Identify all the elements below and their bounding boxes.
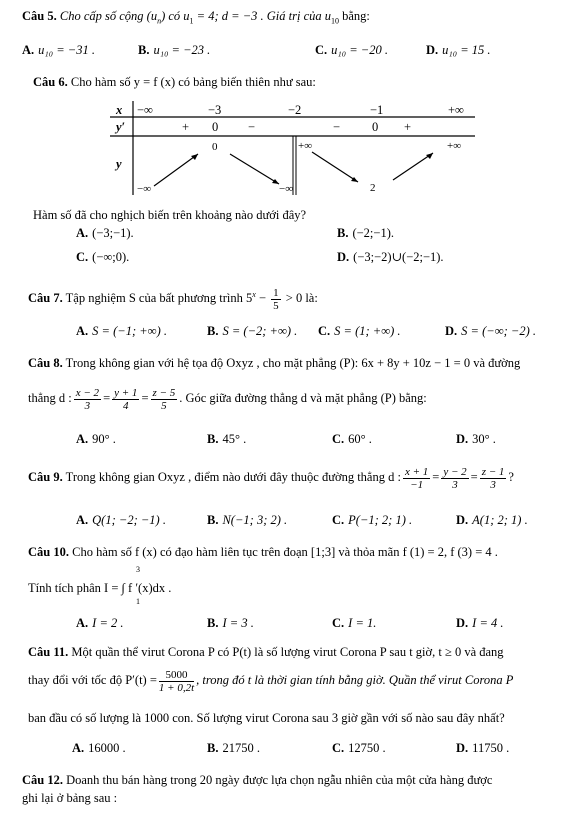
table-x-value: −1 xyxy=(370,103,384,117)
q8-stem-line1: Câu 8. Trong không gian với hệ tọa độ Oxyz , cho mặt phẳng (P): 6x + 8y + 10z − 1 = 0 và đường xyxy=(28,356,521,370)
q8-option-d[interactable]: D. 30° . xyxy=(456,432,496,446)
q6-option-c[interactable]: C. (−∞;0). xyxy=(76,250,130,264)
q10-option-a[interactable]: A. I = 2 . xyxy=(76,616,124,630)
q5-option-d[interactable]: D. u₁₀ = 15 . xyxy=(426,43,491,57)
q5-label: Câu 5. xyxy=(22,9,57,23)
q7-fraction: $\frac{1}{5}$ xyxy=(273,286,279,312)
table-sign: + xyxy=(182,120,190,134)
table-sign: − xyxy=(333,120,341,134)
integral-lower-limit: 1 xyxy=(136,597,140,606)
table-x-value: −2 xyxy=(288,103,302,117)
table-y-label: y xyxy=(116,157,122,171)
q10-stem-line1: Câu 10. Cho hàm số f (x) có đạo hàm liên tục trên đoạn [1;3] và thỏa mãn f (1) = 2, f (3) = 4 . xyxy=(28,545,498,559)
q6-question: Hàm số đã cho nghịch biến trên khoảng nào dưới đây? xyxy=(33,208,307,222)
q5-option-a[interactable]: A. u₁₀ = −31 . xyxy=(22,43,95,57)
table-y-value: −∞ xyxy=(279,183,294,195)
q7-option-b[interactable]: B. S = (−2; +∞) . xyxy=(207,324,298,338)
q10-option-b[interactable]: B. I = 3 . xyxy=(207,616,254,630)
q11-option-a[interactable]: A. 16000 . xyxy=(72,741,126,755)
table-y-value: +∞ xyxy=(298,140,313,152)
table-y-value: −∞ xyxy=(137,183,152,195)
table-sign: 0 xyxy=(212,120,219,134)
table-yprime-label: y′ xyxy=(116,120,126,134)
table-y-value: 0 xyxy=(212,141,218,153)
q10-option-d[interactable]: D. I = 4 . xyxy=(456,616,504,630)
q10-stem-line2: Tính tích phân I = ∫ f ′(x)dx . xyxy=(28,581,172,595)
table-x-value: −3 xyxy=(208,103,222,117)
q10-label: Câu 10. xyxy=(28,545,69,559)
q6-label: Câu 6. xyxy=(33,75,68,89)
table-sign: 0 xyxy=(372,120,379,134)
q5-stem: Câu 5. Cho cấp số cộng $(u_n)$ có $u_1 = 4$; d = −3 . Giá trị của $u_{10}$ bằng: xyxy=(22,9,370,26)
q10-option-c[interactable]: C. I = 1. xyxy=(332,616,377,630)
table-sign: + xyxy=(404,120,412,134)
q12-stem-line1: Câu 12. Doanh thu bán hàng trong 20 ngày được lựa chọn ngẫu nhiên của một cửa hàng được xyxy=(22,773,493,787)
q5-option-c[interactable]: C. u₁₀ = −20 . xyxy=(315,43,388,57)
table-x-value: +∞ xyxy=(448,103,464,117)
q8-option-a[interactable]: A. 90° . xyxy=(76,432,116,446)
q11-label: Câu 11. xyxy=(28,645,69,659)
q6-stem: Câu 6. Cho hàm số y = f (x) có bảng biến thiên như sau: xyxy=(33,75,316,89)
q9-label: Câu 9. xyxy=(28,470,63,484)
q8-label: Câu 8. xyxy=(28,356,63,370)
q11-option-d[interactable]: D. 11750 . xyxy=(456,741,510,755)
q7-option-c[interactable]: C. S = (1; +∞) . xyxy=(318,324,401,338)
q8-stem-line2: thẳng d : $\frac{x - 2}{3}$ = $\frac{y + 1}{4}$ = $\frac{z - 5}{5}$ . Góc giữa đường thẳng d và mặt phẳng (P) bằng: xyxy=(28,386,427,412)
q11-stem-line3: ban đầu có số lượng là 1000 con. Số lượng virut Corona sau 3 giờ gần với số nào sau đây nhất? xyxy=(28,711,505,725)
q11-option-c[interactable]: C. 12750 . xyxy=(332,741,386,755)
q6-option-b[interactable]: B. (−2;−1). xyxy=(337,226,394,240)
q9-stem: Câu 9. Trong không gian Oxyz , điểm nào dưới đây thuộc đường thẳng d : $\frac{x + 1}{-1}$ = $\frac{y - 2}{3}$ = $\frac{z - 1}{3}$ ? xyxy=(28,465,514,491)
q6-option-a[interactable]: A. (−3;−1). xyxy=(76,226,134,240)
q9-option-b[interactable]: B. N(−1; 3; 2) . xyxy=(207,513,288,527)
q8-option-b[interactable]: B. 45° . xyxy=(207,432,247,446)
q11-option-b[interactable]: B. 21750 . xyxy=(207,741,260,755)
q11-stem-line1: Câu 11. Một quần thể virut Corona P có P(t) là số lượng virut Corona P sau t giờ, t ≥ 0 và đang xyxy=(28,645,504,659)
q9-option-d[interactable]: D. A(1; 2; 1) . xyxy=(456,513,528,527)
table-y-value: 2 xyxy=(370,182,376,194)
q7-stem: Câu 7. Tập nghiệm S của bất phương trình $5^x$ − $\frac{1}{5}$ > 0 là: xyxy=(28,286,318,312)
table-y-value: +∞ xyxy=(447,140,462,152)
integral-upper-limit: 3 xyxy=(136,565,140,574)
q7-option-a[interactable]: A. S = (−1; +∞) . xyxy=(76,324,167,338)
q5-option-b[interactable]: B. u₁₀ = −23 . xyxy=(138,43,211,57)
q11-stem-line2: thay đổi với tốc độ P′(t) = $\frac{5000}{1 + 0,2t}$ , trong đó t là thời gian tính bằng giờ. Quần thể virut Corona P xyxy=(28,668,514,694)
q7-label: Câu 7. xyxy=(28,291,63,306)
q7-option-d[interactable]: D. S = (−∞; −2) . xyxy=(445,324,536,338)
q8-option-c[interactable]: C. 60° . xyxy=(332,432,372,446)
q12-label: Câu 12. xyxy=(22,773,63,787)
q9-option-a[interactable]: A. Q(1; −2; −1) . xyxy=(76,513,166,527)
q12-stem-line2: ghi lại ở bảng sau : xyxy=(22,791,118,805)
table-sign: − xyxy=(248,120,256,134)
q6-option-d[interactable]: D. (−3;−2)∪(−2;−1). xyxy=(337,250,444,264)
table-x-label: x xyxy=(116,103,123,117)
q9-option-c[interactable]: C. P(−1; 2; 1) . xyxy=(332,513,413,527)
table-x-value: −∞ xyxy=(137,103,153,117)
